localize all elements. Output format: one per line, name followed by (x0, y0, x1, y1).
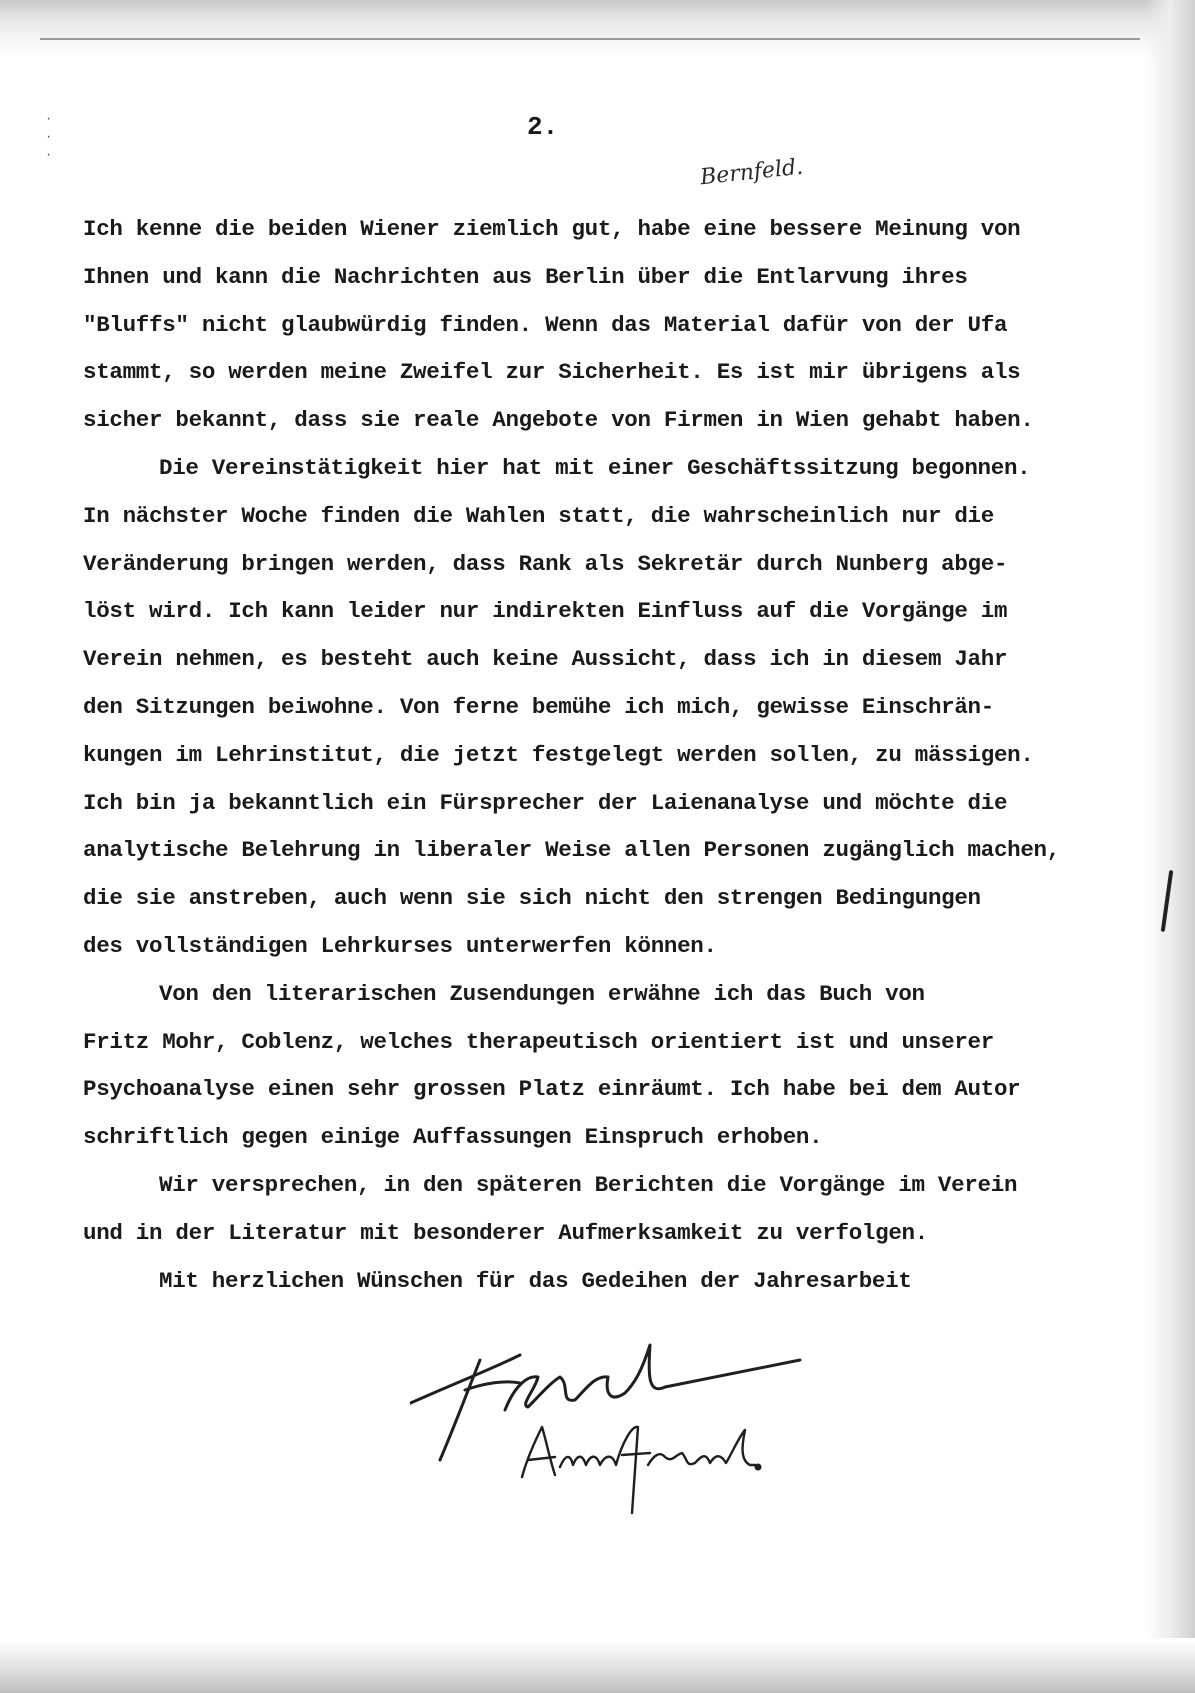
letter-line: sicher bekannt, dass sie reale Angebote von Firmen in Wien gehabt haben. (83, 407, 1034, 434)
scan-specks: · · · (45, 112, 53, 162)
letter-line: Ihnen und kann die Nachrichten aus Berlin über die Entlarvung ihres (83, 263, 968, 290)
letter-line: den Sitzungen beiwohne. Von ferne bemühe ich mich, gewisse Einschrän- (83, 693, 994, 720)
scan-bottom-edge (0, 1638, 1195, 1693)
letter-line: Veränderung bringen werden, dass Rank als Sekretär durch Nunberg abge- (83, 550, 1008, 577)
letter-line: stammt, so werden meine Zweifel zur Sicherheit. Es ist mir übrigens als (83, 359, 1021, 386)
letter-line: Ich bin ja bekanntlich ein Fürsprecher der Laienanalyse und möchte die (83, 789, 1008, 816)
page-number: 2. (527, 112, 559, 142)
letter-body (83, 206, 1123, 1305)
scan-top-rule (40, 38, 1140, 40)
letter-line: und in der Literatur mit besonderer Aufmerksamkeit zu verfolgen. (83, 1219, 928, 1246)
letter-line: die sie anstreben, auch wenn sie sich nicht den strengen Bedingungen (83, 885, 981, 912)
letter-line: Ich kenne die beiden Wiener ziemlich gut, habe eine bessere Meinung von (83, 216, 1021, 242)
letter-line: Psychoanalyse einen sehr grossen Platz einräumt. Ich habe bei dem Autor (83, 1076, 1021, 1103)
letter-line: Verein nehmen, es besteht auch keine Aussicht, dass ich in diesem Jahr (83, 646, 1008, 673)
scan-right-edge (1145, 0, 1195, 1693)
letter-line: schriftlich gegen einige Auffassungen Einspruch erhoben. (83, 1124, 823, 1151)
signature-anna-freud (522, 1427, 755, 1513)
letter-line: Fritz Mohr, Coblenz, welches therapeutisch orientiert ist und unserer (83, 1028, 994, 1055)
letter-line: des vollständigen Lehrkurses unterwerfen können. (83, 932, 717, 959)
letter-line: "Bluffs" nicht glaubwürdig finden. Wenn das Material dafür von der Ufa (83, 311, 1008, 338)
scan-top-edge (0, 0, 1195, 60)
letter-line: Die Vereinstätigkeit hier hat mit einer Geschäftssitzung begonnen. (159, 454, 1031, 481)
letter-line: Mit herzlichen Wünschen für das Gedeihen der Jahresarbeit (159, 1267, 912, 1294)
letter-line: In nächster Woche finden die Wahlen statt, die wahrscheinlich nur die (83, 502, 994, 529)
letter-line: Wir versprechen, in den späteren Berichten die Vorgänge im Verein (159, 1171, 1018, 1198)
handwritten-margin-note: Bernfeld. (698, 154, 805, 191)
letter-line: kungen im Lehrinstitut, die jetzt festgelegt werden sollen, zu mässigen. (83, 741, 1034, 768)
letter-line: analytische Belehrung in liberaler Weise allen Personen zugänglich machen, (83, 837, 1060, 864)
signature-freud (410, 1345, 800, 1460)
letter-line: löst wird. Ich kann leider nur indirekten Einfluss auf die Vorgänge im (83, 598, 1008, 625)
handwritten-signature (410, 1315, 890, 1515)
letter-line: Von den literarischen Zusendungen erwähne ich das Buch von (159, 980, 925, 1007)
